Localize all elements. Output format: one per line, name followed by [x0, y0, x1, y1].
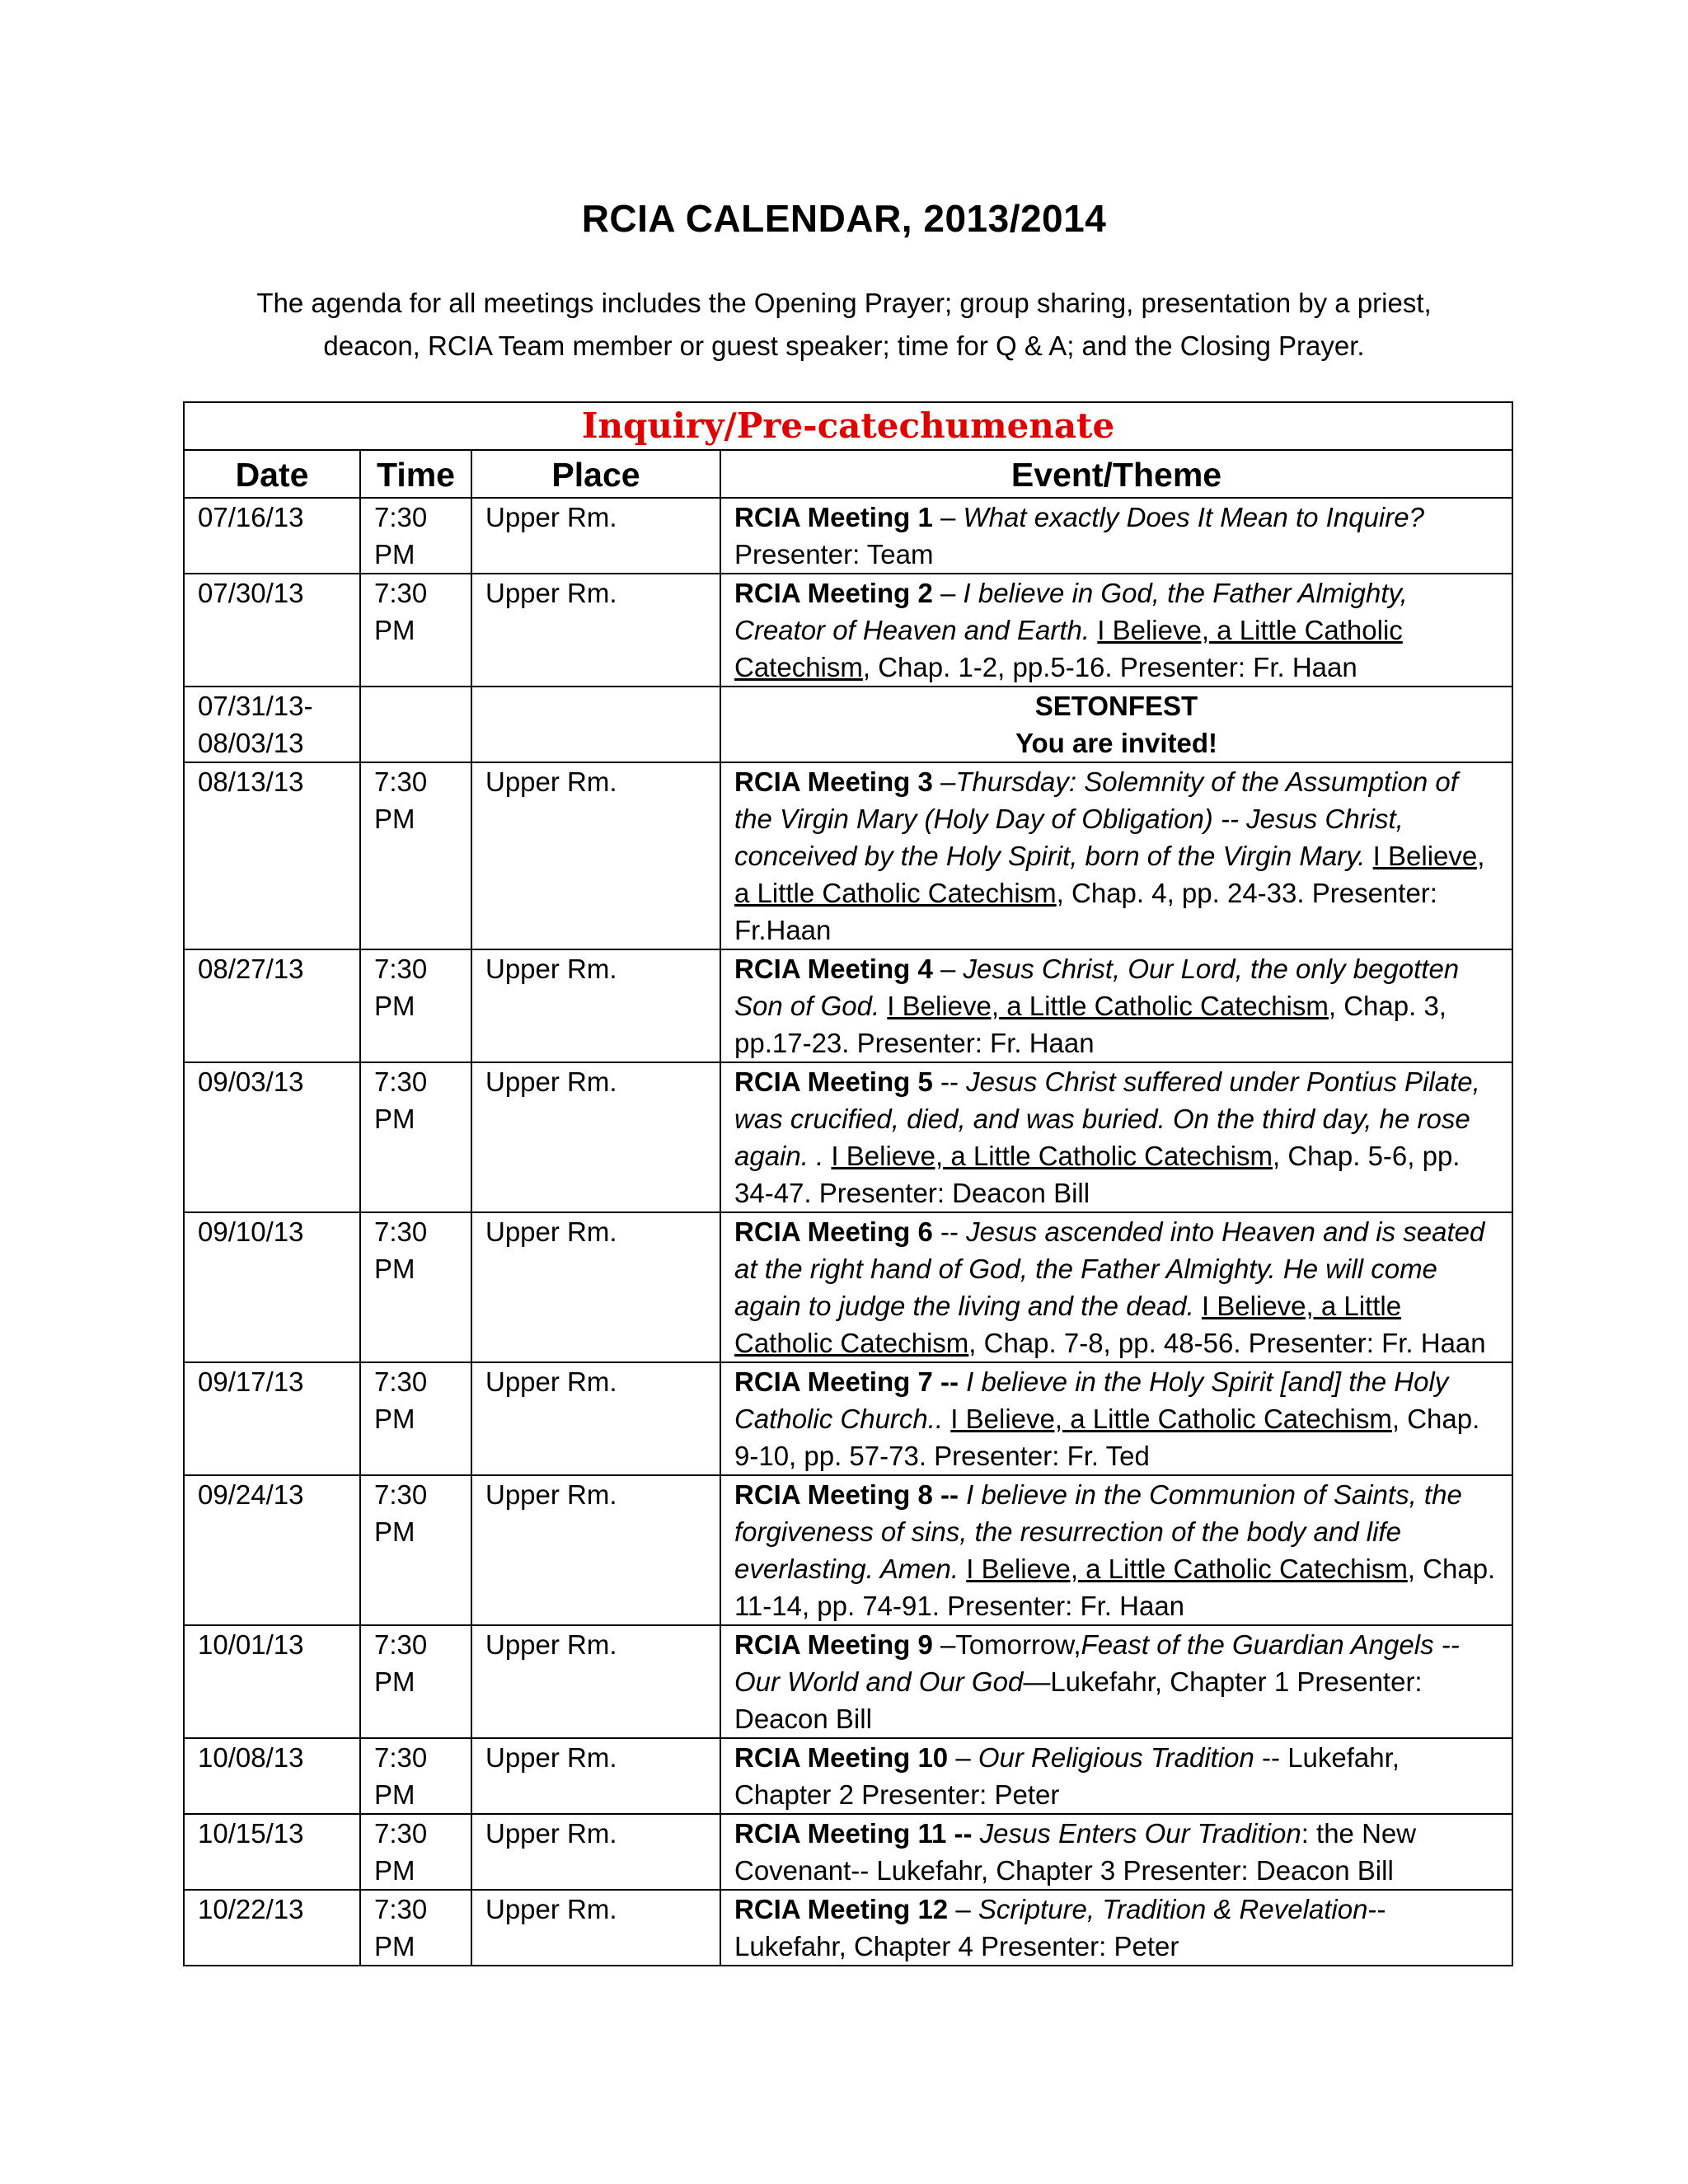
date-text: 09/10/13 — [198, 1216, 304, 1247]
header-date: Date — [184, 450, 360, 498]
separator: –Tomorrow, — [932, 1629, 1081, 1660]
place-cell — [471, 687, 720, 762]
table-row — [184, 1814, 1512, 1890]
date-text: 09/03/13 — [198, 1066, 304, 1097]
book-title: I Believe, a Little Catholic Catechism — [831, 1141, 1273, 1171]
book-title: I Believe, a Little Catholic Catechism — [966, 1554, 1408, 1584]
date-cell — [184, 687, 360, 762]
presenter: Presenter: Fr. Haan — [1119, 652, 1357, 682]
chapter-reference: -- Lukefahr, Chapter 2 — [734, 1742, 1400, 1810]
date-cell — [184, 762, 360, 949]
page-title: RCIA CALENDAR, 2013/2014 — [581, 197, 1107, 240]
book-title: I Believe, a Little Catholic Catechism — [734, 1291, 1402, 1358]
presenter: Presenter: Deacon Bill — [818, 1178, 1090, 1208]
meeting-label: RCIA Meeting 4 — [734, 954, 933, 984]
date-cell — [184, 498, 360, 574]
time-cell: 7:30 PM — [360, 1738, 471, 1814]
meeting-label: RCIA Meeting 10 — [734, 1742, 949, 1773]
separator: – — [932, 954, 964, 984]
separator — [959, 1366, 966, 1397]
separator: – — [948, 1742, 978, 1773]
date-text: 07/16/13 — [198, 502, 304, 532]
place-cell: Upper Rm. — [471, 1814, 720, 1890]
date-cell — [184, 1362, 360, 1475]
date-text: 07/30/13 — [198, 578, 304, 608]
meeting-theme: What exactly Does It Mean to Inquire? — [963, 502, 1424, 532]
meeting-theme: Jesus Christ suffered under Pontius Pilate, was crucified, died, and was buried. On the third day, he rose again. . — [734, 1066, 1480, 1171]
presenter: Presenter: Fr. Haan — [1248, 1328, 1486, 1358]
event-subtitle: You are invited! — [1015, 728, 1218, 758]
table-row — [184, 687, 1512, 762]
place-cell: Upper Rm. — [471, 574, 720, 687]
date-text: 08/27/13 — [198, 954, 304, 984]
meeting-label: RCIA Meeting 2 — [734, 578, 933, 608]
date-cell — [184, 1475, 360, 1625]
event-cell — [720, 1738, 1512, 1814]
meeting-label: RCIA Meeting 5 — [734, 1066, 933, 1097]
event-cell — [720, 1475, 1512, 1625]
separator: -- — [932, 1216, 967, 1247]
date-cell — [184, 1738, 360, 1814]
date-cell — [184, 1062, 360, 1212]
table-row — [184, 949, 1512, 1062]
meeting-theme: Our Religious Tradition — [978, 1742, 1254, 1773]
place-cell: Upper Rm. — [471, 762, 720, 949]
time-cell — [360, 687, 471, 762]
event-title: SETONFEST — [1034, 691, 1198, 721]
event-cell — [720, 687, 1512, 762]
time-cell: 7:30 PM — [360, 1062, 471, 1212]
place-cell: Upper Rm. — [471, 1062, 720, 1212]
place-cell: Upper Rm. — [471, 1625, 720, 1738]
meeting-theme: Jesus ascended into Heaven and is seated at the right hand of God, the Father Almighty. He will come again to judge the living and the dead. — [734, 1216, 1485, 1321]
event-cell — [720, 762, 1512, 949]
meeting-label: RCIA Meeting 12 — [734, 1894, 949, 1924]
time-cell: 7:30 PM — [360, 574, 471, 687]
date-cell — [184, 574, 360, 687]
meeting-label: RCIA Meeting 11 -- — [734, 1818, 973, 1849]
book-title: I Believe, a Little Catholic Catechism — [887, 991, 1329, 1021]
intro-paragraph: The agenda for all meetings includes the Opening Prayer; group sharing, presentation by a priest, deacon, RCIA Team member or guest speaker; time for Q & A; and the Closing Prayer. — [256, 288, 1432, 361]
time-cell: 7:30 PM — [360, 1475, 471, 1625]
presenter: Presenter: Deacon Bill — [734, 1666, 1423, 1734]
event-cell — [720, 1362, 1512, 1475]
meeting-label: RCIA Meeting 1 — [734, 502, 933, 532]
event-cell — [720, 1814, 1512, 1890]
date-cell — [184, 1890, 360, 1966]
presenter: Presenter: Fr. Ted — [934, 1441, 1150, 1471]
date-text: 09/24/13 — [198, 1479, 304, 1510]
event-cell — [720, 1212, 1512, 1362]
place-cell: Upper Rm. — [471, 1738, 720, 1814]
date-text: 08/13/13 — [198, 766, 304, 797]
separator: -- — [932, 1066, 967, 1097]
date-cell — [184, 1212, 360, 1362]
chapter-reference: , Chap. 3, pp.17-23. — [734, 991, 1447, 1058]
presenter: Presenter: Fr.Haan — [734, 878, 1437, 945]
time-cell: 7:30 PM — [360, 762, 471, 949]
chapter-reference: , Chap. 4, pp. 24-33. — [1056, 878, 1305, 908]
chapter-reference: , Chap. 9-10, pp. 57-73. — [734, 1404, 1480, 1471]
meeting-label: RCIA Meeting 6 — [734, 1216, 933, 1247]
presenter: Presenter: Peter — [981, 1931, 1179, 1961]
separator: – — [932, 502, 964, 532]
separator: – — [932, 766, 956, 797]
event-cell — [720, 1062, 1512, 1212]
time-cell: 7:30 PM — [360, 1890, 471, 1966]
date-text: 10/01/13 — [198, 1629, 304, 1660]
event-cell — [720, 1890, 1512, 1966]
table-row — [184, 1362, 1512, 1475]
separator: – — [932, 578, 964, 608]
meeting-theme: Jesus Christ, Our Lord, the only begotten Son of God. — [734, 954, 1460, 1021]
event-cell — [720, 1625, 1512, 1738]
time-cell: 7:30 PM — [360, 1362, 471, 1475]
section-title: Inquiry/Pre-catechumenate — [184, 402, 1512, 450]
time-cell: 7:30 PM — [360, 1814, 471, 1890]
schedule-rows — [184, 498, 1512, 1966]
chapter-reference: : the New Covenant-- Lukefahr, Chapter 3 — [734, 1818, 1417, 1886]
section-header-row — [184, 402, 1512, 450]
event-cell — [720, 949, 1512, 1062]
chapter-reference: , Chap. 7-8, pp. 48-56. — [968, 1328, 1241, 1358]
date-text: 10/08/13 — [198, 1742, 304, 1773]
header-place: Place — [471, 450, 720, 498]
table-row — [184, 1475, 1512, 1625]
table-row — [184, 574, 1512, 687]
separator — [972, 1818, 979, 1849]
separator — [959, 1479, 966, 1510]
time-cell: 7:30 PM — [360, 1212, 471, 1362]
place-cell: Upper Rm. — [471, 1362, 720, 1475]
table-row — [184, 1738, 1512, 1814]
meeting-theme: I believe in the Holy Spirit [and] the Holy Catholic Church.. — [734, 1366, 1449, 1434]
meeting-label: RCIA Meeting 8 -- — [734, 1479, 959, 1510]
column-header-row — [184, 450, 1512, 498]
time-cell: 7:30 PM — [360, 498, 471, 574]
table-row — [184, 1890, 1512, 1966]
chapter-reference: , Chap. 1-2, pp.5-16. — [862, 652, 1113, 682]
schedule-table — [183, 401, 1513, 1966]
time-cell: 7:30 PM — [360, 1625, 471, 1738]
table-row — [184, 762, 1512, 949]
date-text: 08/03/13 — [198, 728, 304, 758]
table-row — [184, 1212, 1512, 1362]
chapter-reference: -- Lukefahr, Chapter 4 — [734, 1894, 1386, 1961]
chapter-reference: —Lukefahr, Chapter 1 — [1023, 1666, 1290, 1697]
event-cell — [720, 498, 1512, 574]
table-row — [184, 1625, 1512, 1738]
table-row — [184, 498, 1512, 574]
chapter-reference: , Chap. 11-14, pp. 74-91. — [734, 1554, 1496, 1621]
meeting-theme: Thursday: Solemnity of the Assumption of the Virgin Mary (Holy Day of Obligation) -- Jesus Christ, conceived by the Holy Spirit, born of the Virgin Mary. — [734, 766, 1458, 871]
place-cell: Upper Rm. — [471, 1475, 720, 1625]
presenter: Presenter: Deacon Bill — [1123, 1855, 1394, 1886]
place-cell: Upper Rm. — [471, 949, 720, 1062]
date-cell — [184, 949, 360, 1062]
date-text: 10/15/13 — [198, 1818, 304, 1849]
presenter: Presenter: Fr. Haan — [856, 1028, 1095, 1058]
presenter: Presenter: Peter — [861, 1779, 1060, 1810]
date-cell — [184, 1814, 360, 1890]
place-cell: Upper Rm. — [471, 1212, 720, 1362]
meeting-theme: I believe in the Communion of Saints, the forgiveness of sins, the resurrection of the body and life everlasting. Amen. — [734, 1479, 1462, 1584]
meeting-label: RCIA Meeting 9 — [734, 1629, 933, 1660]
meeting-theme: Feast of the Guardian Angels -- Our World and Our God — [734, 1629, 1460, 1697]
place-cell: Upper Rm. — [471, 498, 720, 574]
meeting-theme: Jesus Enters Our Tradition — [979, 1818, 1301, 1849]
date-text: 10/22/13 — [198, 1894, 304, 1924]
book-title: I Believe, a Little Catholic Catechism — [734, 841, 1485, 908]
presenter: Presenter: Fr. Haan — [947, 1591, 1185, 1621]
date-cell — [184, 1625, 360, 1738]
book-title: I Believe, a Little Catholic Catechism — [950, 1404, 1392, 1434]
chapter-reference: , Chap. 5-6, pp. 34-47. — [734, 1141, 1461, 1208]
table-row — [184, 1062, 1512, 1212]
presenter: Presenter: Team — [734, 539, 934, 569]
meeting-label: RCIA Meeting 3 — [734, 766, 933, 797]
date-text: 09/17/13 — [198, 1366, 304, 1397]
header-time: Time — [360, 450, 471, 498]
event-cell — [720, 574, 1512, 687]
meeting-theme: I believe in God, the Father Almighty, Creator of Heaven and Earth. — [734, 578, 1408, 645]
separator: – — [948, 1894, 978, 1924]
book-title: I Believe, a Little Catholic Catechism — [734, 615, 1403, 682]
time-cell: 7:30 PM — [360, 949, 471, 1062]
date-text: 07/31/13- — [198, 691, 313, 721]
meeting-theme: Scripture, Tradition & Revelation — [978, 1894, 1368, 1924]
meeting-label: RCIA Meeting 7 -- — [734, 1366, 959, 1397]
header-event: Event/Theme — [720, 450, 1512, 498]
place-cell: Upper Rm. — [471, 1890, 720, 1966]
